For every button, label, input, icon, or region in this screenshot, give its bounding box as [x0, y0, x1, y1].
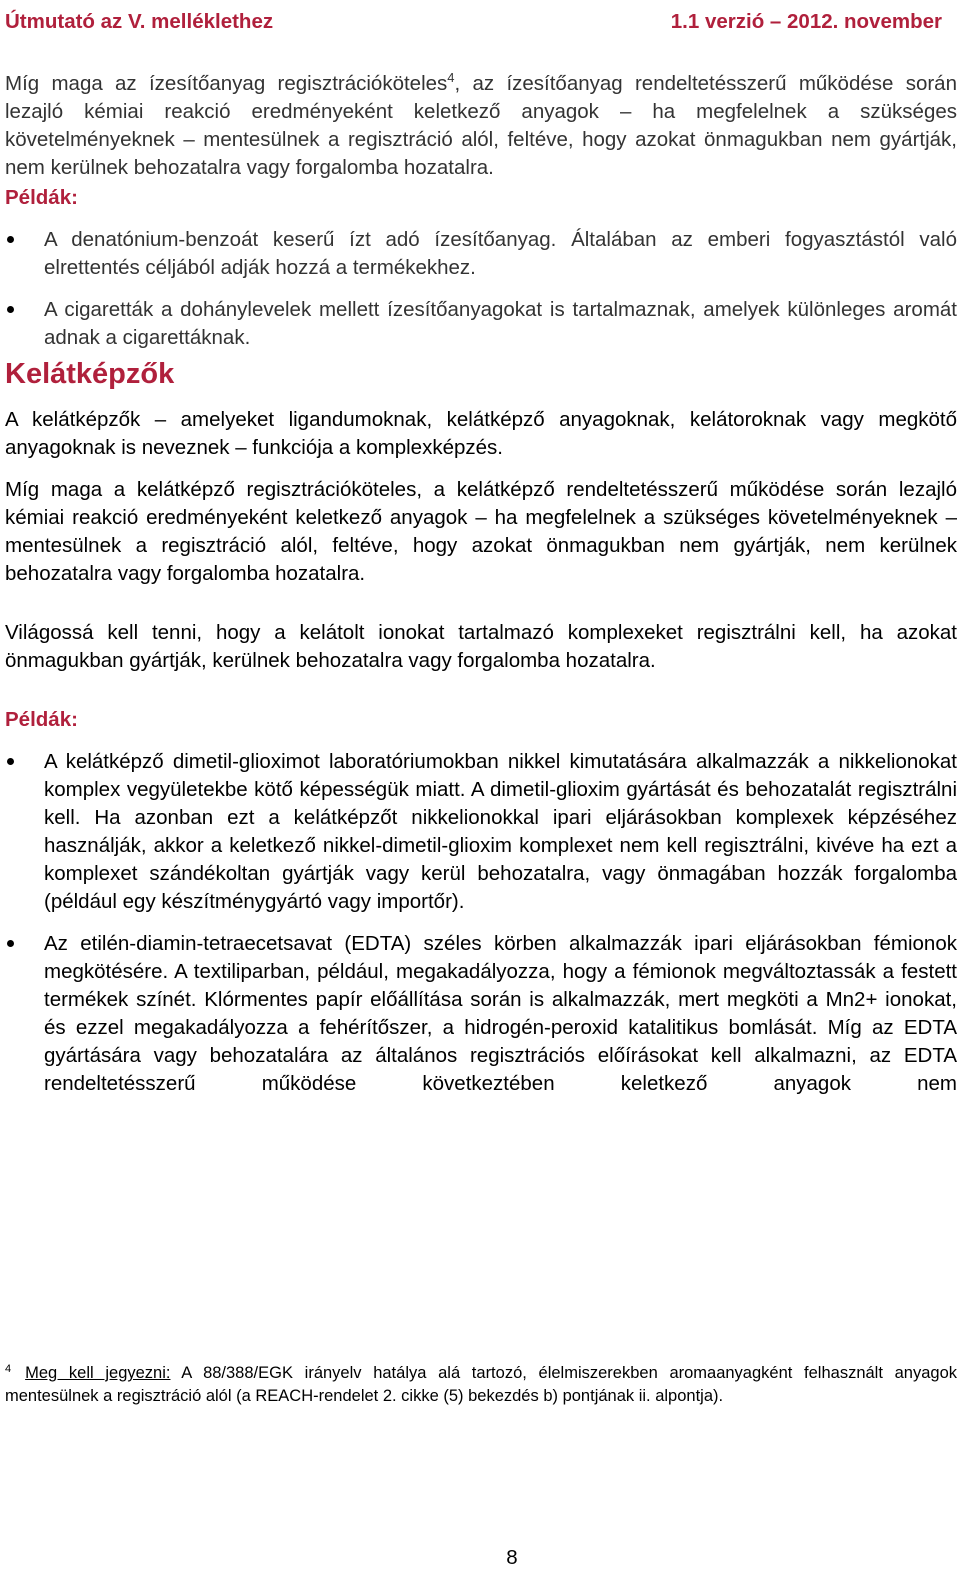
list-item-text: A cigaretták a dohánylevelek mellett ízesítőanyagokat is tartalmaznak, amelyek különleges aromát adnak a cigarettáknak.: [44, 298, 957, 349]
page-number: 8: [506, 1546, 518, 1569]
footnote-number: 4: [5, 1362, 12, 1375]
examples-label: Példák:: [5, 186, 78, 209]
section-paragraph: Míg maga a kelátképző regisztrációköteles, a kelátképző rendeltetésszerű működése során lezajló kémiai reakció eredményeként keletkező anyagok – ha megfelelnek a szükséges követelményeknek – mentesülnek a regisztráció alól, feltéve, hogy azokat önmagukban nem gyártják, nem kerülnek behozatalra vagy forgalomba hozatalra.: [5, 478, 957, 585]
intro-paragraph: [5, 70, 957, 182]
list-item: [5, 930, 957, 1098]
footnote: [5, 1362, 957, 1408]
list-item: [5, 226, 957, 282]
list-item-text: Az etilén-diamin-tetraecetsavat (EDTA) széles körben alkalmazzák ipari eljárásokban fémionok megkötésére. A textiliparban, például, megakadályozza, hogy a fémionok megváltoztassák a festett termékek színét. Klórmentes papír előállítása során is alkalmazzák, mert megköti a Mn2+ ionokat, és ezzel megakadályozza a fehérítőszer, a hidrogén-peroxid katalitikus bomlását. Míg az EDTA gyártására vagy behozatalára az általános regisztrációs előírásokat kell alkalmazni, az EDTA rendeltetésszerű működése következtében keletkező anyagok nem: [44, 932, 957, 1095]
header-version: 1.1 verzió – 2012. november: [670, 10, 942, 33]
page-header: [5, 8, 942, 36]
section-paragraph: A kelátképzők – amelyeket ligandumoknak, kelátképző anyagoknak, kelátoroknak vagy megkötő anyagoknak is neveznek – funkciója a komplexképzés.: [5, 408, 957, 459]
page-content: [5, 70, 957, 1098]
section-heading: Kelátképzők: [5, 358, 175, 390]
examples-list: [5, 226, 957, 352]
intro-text-start: Míg maga az ízesítőanyag regisztrációköteles: [5, 72, 448, 95]
footnote-text: A 88/388/EGK irányelv hatálya alá tartozó, élelmiszerekben aromaanyagként felhasznált anyagok mentesülnek a regisztráció alól (a REACH-rendelet 2. cikke (5) bekezdés b) pontjának ii. alpontja).: [5, 1364, 957, 1405]
bullet-icon: [7, 306, 14, 313]
examples-label: Példák:: [5, 708, 78, 731]
footnote-lead: Meg kell jegyezni:: [25, 1364, 171, 1382]
bullet-icon: [7, 758, 14, 765]
section-paragraph: Világossá kell tenni, hogy a kelátolt ionokat tartalmazó komplexeket regisztrálni kell, ha azokat önmagukban gyártják, kerülnek behozatalra vagy forgalomba hozatalra.: [5, 621, 957, 672]
list-item: [5, 296, 957, 352]
bullet-icon: [7, 940, 14, 947]
bullet-icon: [7, 236, 14, 243]
list-item: [5, 748, 957, 916]
list-item-text: A kelátképző dimetil-glioximot laboratóriumokban nikkel kimutatására alkalmazzák a nikkelionokat komplex vegyületekbe kötő képességük miatt. A dimetil-glioxim gyártását és behozatalát regisztrálni kell. Ha azonban ezt a kelátképzőt nikkelionokkal ipari eljárásokban komplexek képzéséhez használják, akkor a keletkező nikkel-dimetil-glioxim komplexet nem kell regisztrálni, kivéve ha ezt a komplexet szándékoltan gyártják vagy kerül behozatalra, vagy önmagában hozzák forgalomba (például egy készítménygyártó vagy importőr).: [44, 750, 957, 913]
examples-list: [5, 748, 957, 1098]
intro-text-end: , az ízesítőanyag rendeltetésszerű működése során lezajló kémiai reakció eredményeként keletkező anyagok – ha megfelelnek a szükséges követelményeknek – mentesülnek a regisztráció alól, feltéve, hogy azokat önmagukban nem gyártják, nem kerülnek behozatalra vagy forgalomba hozatalra.: [5, 72, 957, 179]
footnote-reference: 4: [447, 70, 455, 86]
list-item-text: A denatónium-benzoát keserű ízt adó ízesítőanyag. Általában az emberi fogyasztástól való elrettentés céljából adják hozzá a termékekhez.: [44, 228, 957, 279]
header-title: Útmutató az V. melléklethez: [5, 10, 274, 33]
